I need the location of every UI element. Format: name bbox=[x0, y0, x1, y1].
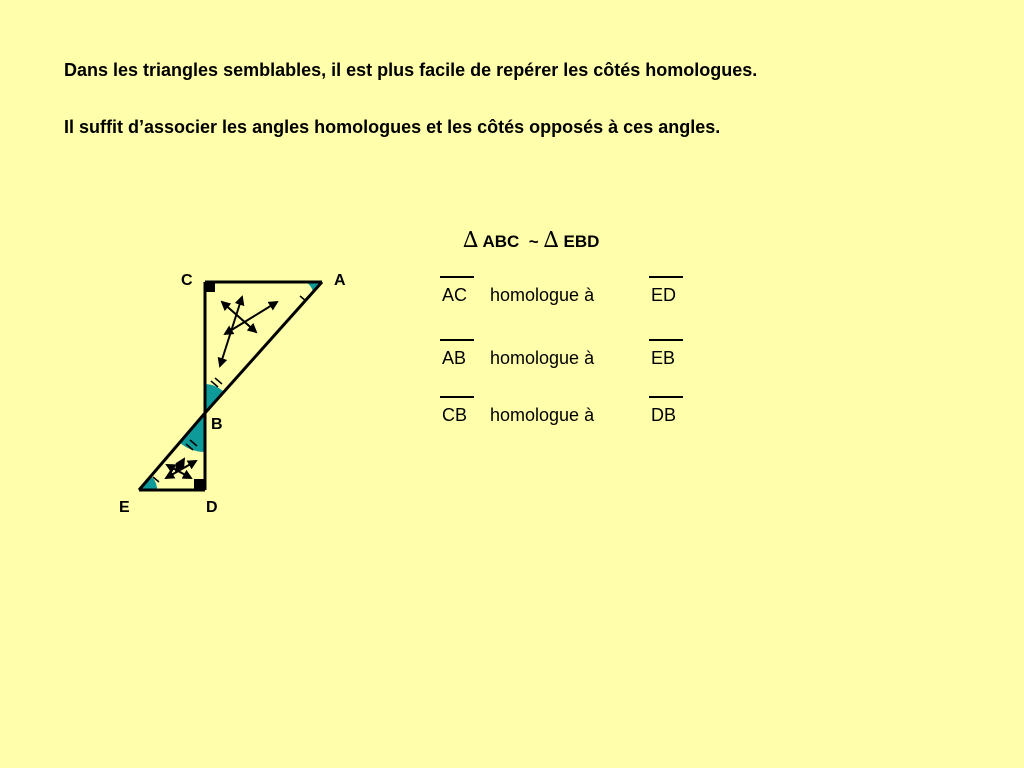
vertex-label-e: E bbox=[119, 499, 130, 516]
method-sentence: Il suffit d’associer les angles homologues et les côtés opposés à ces angles. bbox=[64, 117, 721, 137]
triangle-symbol-left: ∆ bbox=[463, 228, 479, 253]
intro-sentence: Dans les triangles semblables, il est plus facile de repérer les côtés homologues. bbox=[64, 60, 758, 80]
right-angle-c-marker bbox=[205, 282, 215, 292]
similar-sign: ~ bbox=[528, 232, 539, 251]
triangle-ebd bbox=[139, 413, 205, 490]
vertex-label-c: C bbox=[181, 272, 193, 289]
triangle-ebd: EBD bbox=[563, 232, 600, 251]
triangle-symbol-right: ∆ bbox=[543, 228, 559, 253]
relation-label: homologue à bbox=[490, 348, 595, 368]
vertex-label-a: A bbox=[334, 272, 346, 289]
vertex-label-b: B bbox=[211, 416, 223, 433]
segment-label: AC bbox=[442, 285, 468, 305]
triangle-abc: ABC bbox=[482, 232, 520, 251]
segment-label: AB bbox=[442, 348, 467, 368]
right-angle-d-marker bbox=[194, 479, 205, 490]
segment-label: EB bbox=[651, 348, 676, 368]
opposite-side-arrows bbox=[166, 297, 277, 478]
relation-label: homologue à bbox=[490, 285, 595, 305]
relation-label: homologue à bbox=[490, 405, 595, 425]
segment-label: DB bbox=[651, 405, 677, 425]
segment-label: CB bbox=[442, 405, 468, 425]
segment-label: ED bbox=[651, 285, 677, 305]
vertex-label-d: D bbox=[206, 499, 218, 516]
